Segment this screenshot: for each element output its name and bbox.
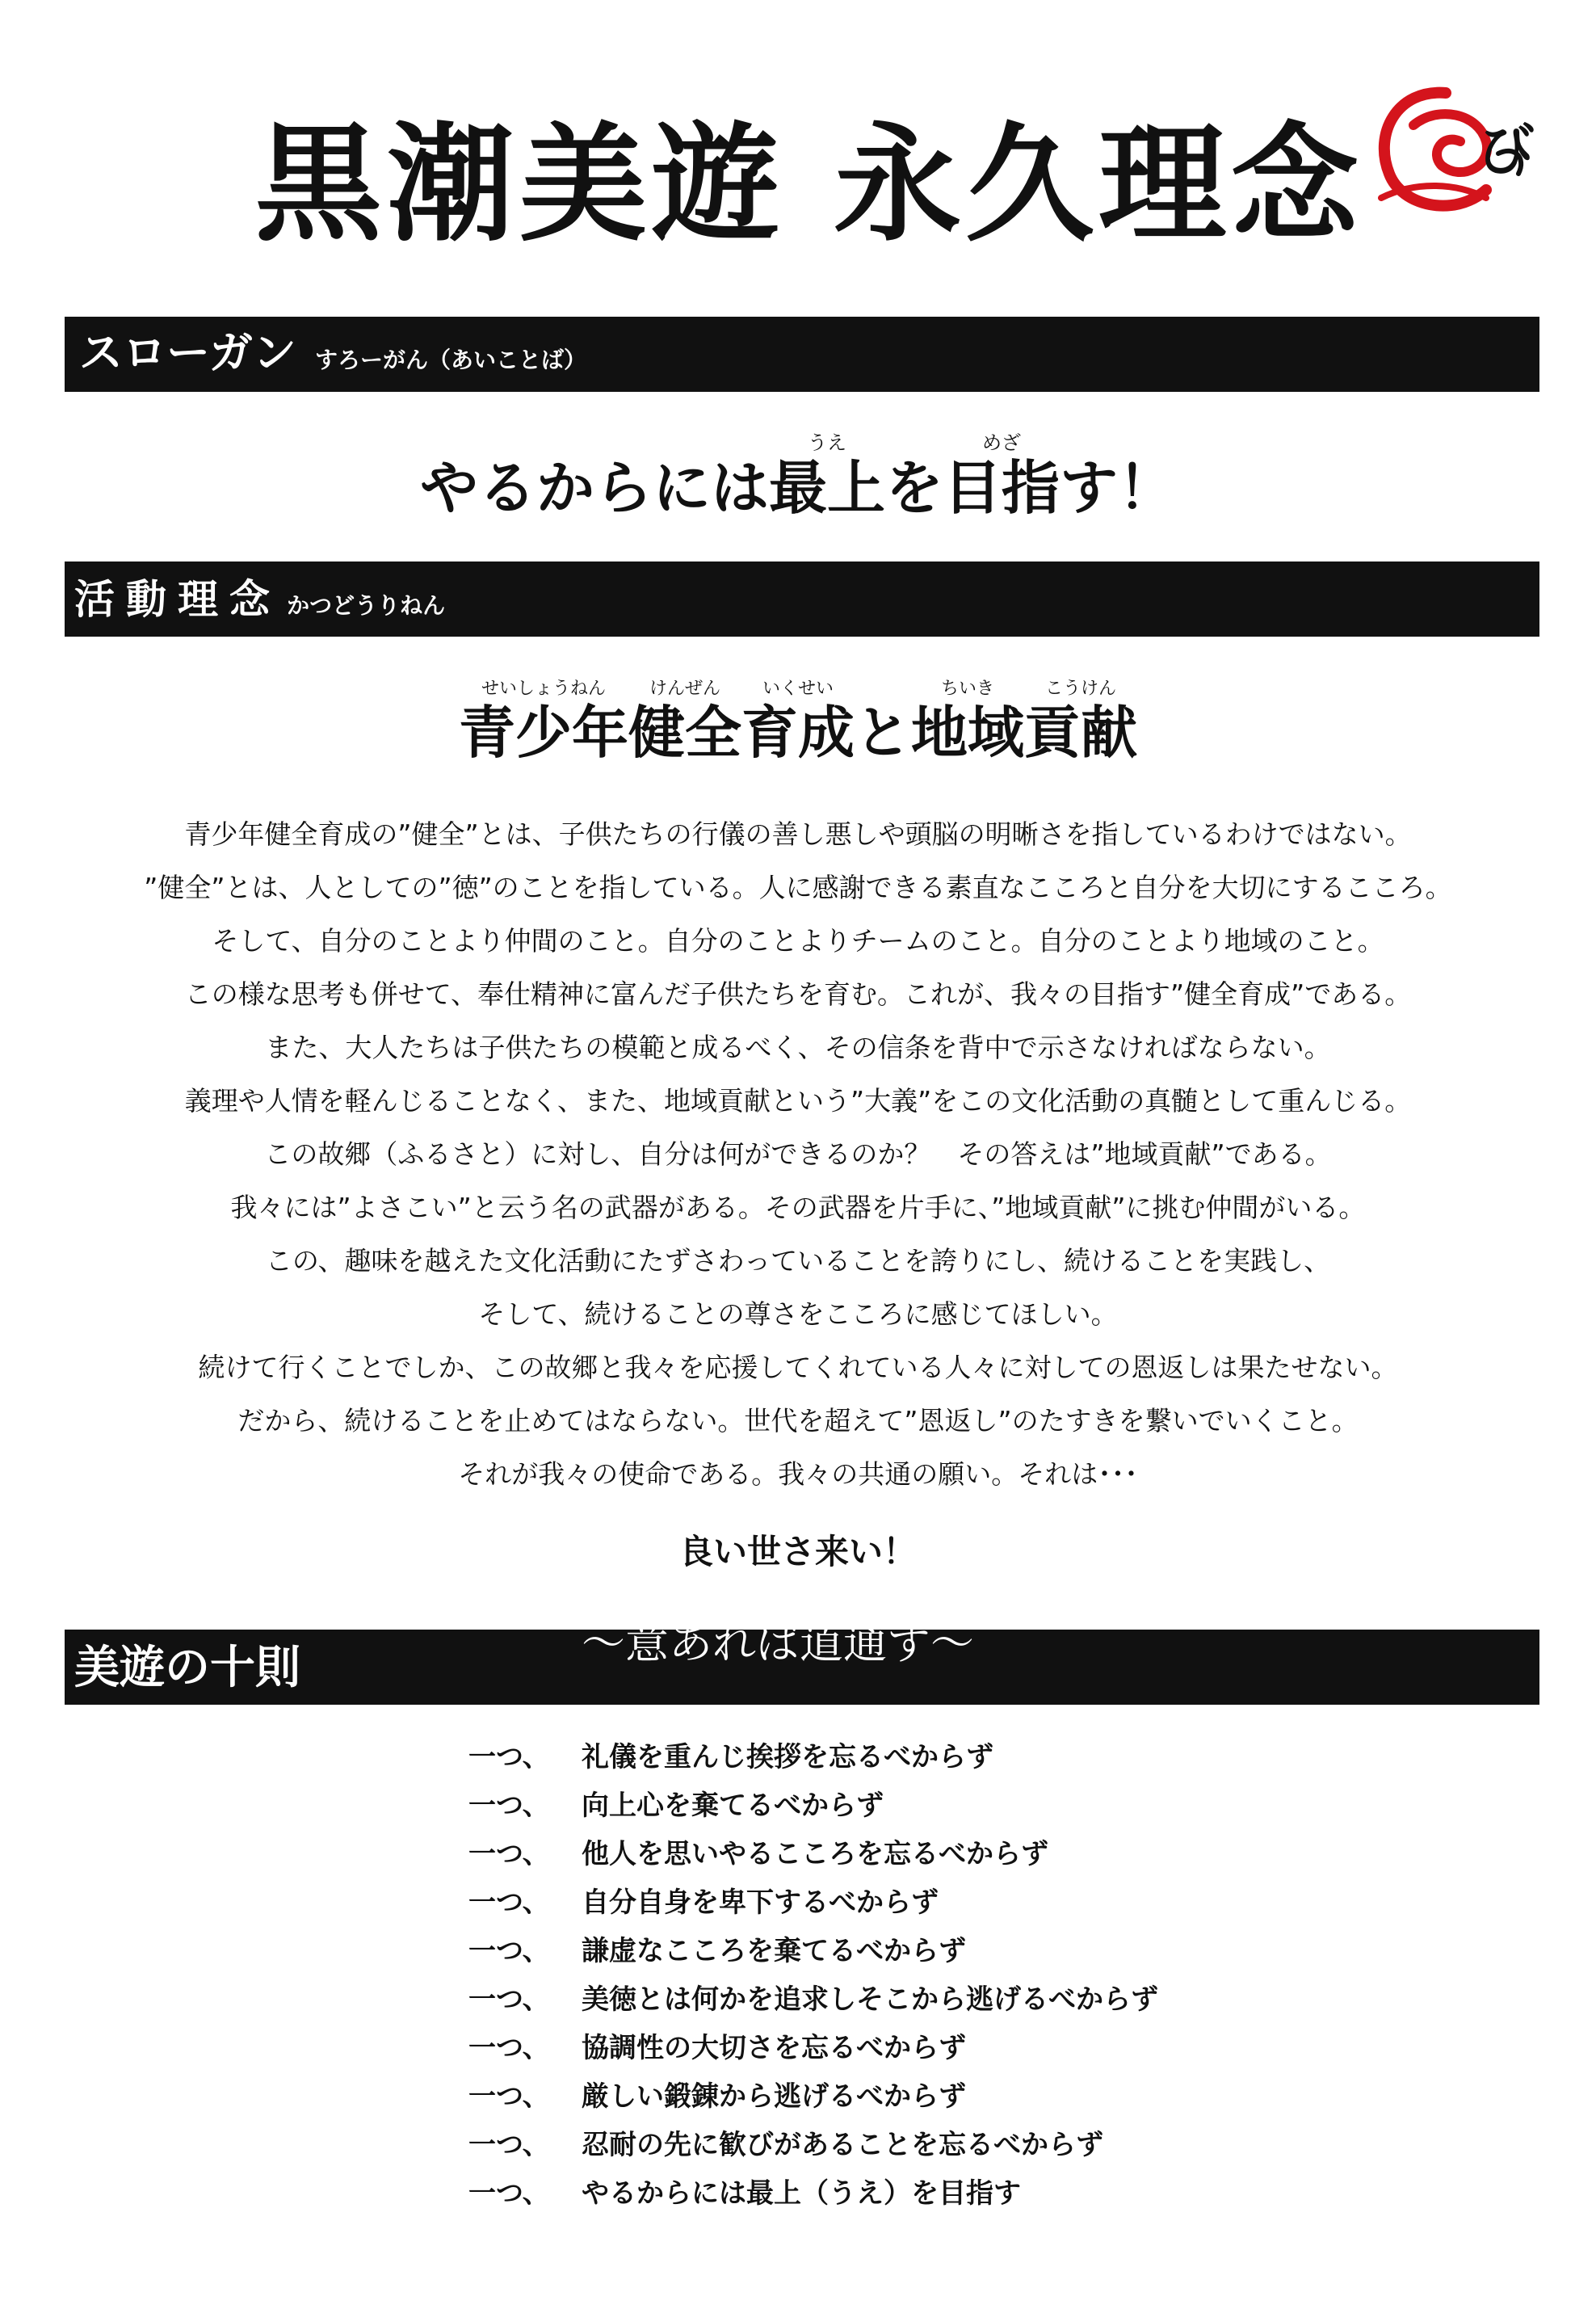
rules-heading: 美遊の十則	[74, 1642, 300, 1694]
rule-text: 忍耐の先に歓びがあることを忘るべからず	[582, 2129, 1103, 2161]
motto-word-base: 青少年	[459, 700, 628, 766]
motto-word	[741, 679, 855, 766]
rule-item	[468, 1886, 1438, 1937]
rule-item	[468, 2080, 1438, 2131]
slogan-middle: を	[884, 454, 943, 522]
body-line: この、趣味を越えた文化活動にたずさわっていることを誇りにし、続けることを実践し、	[265, 1245, 1331, 1277]
rule-prefix: 一つ、	[468, 1886, 550, 1919]
philosophy-heading-reading: かつどうりねん	[287, 592, 446, 619]
rules-subtitle-close: ず～	[887, 1617, 974, 1668]
rule-prefix: 一つ、	[468, 1790, 550, 1822]
body-line: だから、続けることを止めてはならない。世代を超えて”恩返し”のたすきを繋いでいくこと。	[237, 1405, 1359, 1436]
body-line: 青少年健全育成の”健全”とは、子供たちの行儀の善し悪しや頭脳の明晰さを指しているわけではない。	[184, 818, 1412, 850]
motto-word-reading: ちいき	[940, 679, 994, 699]
slogan-heading: スローガン	[79, 327, 296, 378]
motto-word-reading: こうけん	[1044, 679, 1116, 699]
rules-subtitle-open: ～	[582, 1617, 625, 1668]
rule-text: 他人を思いやるこころを忘るべからず	[582, 1838, 1048, 1870]
philosophy-heading: 活動理念	[74, 576, 281, 623]
body-line: それが我々の使命である。我々の共通の願い。それは･･･	[458, 1458, 1138, 1490]
rule-text: 協調性の大切さを忘るべからず	[582, 2032, 966, 2064]
rules-subtitle-ruby-base: 道通	[800, 1617, 887, 1668]
logo-mark: び	[1478, 116, 1535, 183]
rules-list	[468, 1743, 1438, 2228]
slogan-ruby-reading: めざ	[982, 431, 1021, 454]
motto-word-base: 貢献	[1024, 700, 1137, 766]
page-title: 黒潮美遊 永久理念	[254, 111, 1364, 259]
rules-subtitle-ruby	[800, 1604, 887, 1668]
motto-word-base: と	[855, 700, 911, 766]
rule-text: 自分自身を卑下するべからず	[582, 1886, 939, 1919]
slogan-ruby-base: 最上	[768, 454, 885, 522]
rule-item	[468, 2131, 1438, 2180]
rules-subtitle-ruby	[625, 1604, 669, 1668]
body-line: この様な思考も併せて、奉仕精神に富んだ子供たちを育む。これが、我々の目指す”健全育成”である。	[184, 978, 1412, 1010]
slogan-ruby-mezasu	[943, 431, 1060, 522]
rule-item	[468, 1840, 1438, 1889]
slogan-ruby-saijou	[768, 431, 885, 522]
body-line: 続けて行くことでしか、この故郷と我々を応援してくれている人々に対しての恩返しは果たせない。	[198, 1352, 1398, 1383]
rule-text: 厳しい鍛錬から逃げるべからず	[582, 2080, 966, 2113]
slogan-ruby-base: 目指	[943, 454, 1060, 522]
rule-prefix: 一つ、	[468, 2032, 550, 2064]
rule-prefix: 一つ、	[468, 1741, 550, 1773]
rules-subtitle-ruby-reading: い	[640, 1604, 654, 1621]
rule-text: やるからには最上（うえ）を目指す	[582, 2177, 1021, 2210]
rule-text: 謙虚なこころを棄てるべからず	[582, 1935, 966, 1967]
rules-subtitle-ruby-reading: みちつう	[814, 1604, 872, 1621]
motto-word-base: 健全	[628, 700, 741, 766]
rule-item	[468, 1792, 1438, 1840]
philosophy-section-bar	[65, 562, 1539, 637]
body-line: そして、自分のことより仲間のこと。自分のことよりチームのこと。自分のことより地域のこと。	[212, 925, 1384, 957]
philosophy-body	[0, 808, 1596, 1501]
rule-prefix: 一つ、	[468, 1983, 550, 2016]
rule-text: 礼儀を重んじ挨拶を忘るべからず	[582, 1741, 993, 1773]
rule-prefix: 一つ、	[468, 2129, 550, 2161]
brand-logo	[1365, 77, 1535, 238]
body-line: ”健全”とは、人としての”徳”のことを指している。人に感謝できる素直なこころと自分を大切にするこころ。	[144, 872, 1452, 903]
brand-logo-icon	[1365, 77, 1535, 238]
motto-word-reading: せいしょうねん	[481, 679, 606, 699]
motto-word	[1024, 679, 1137, 766]
slogan-ruby-reading: うえ	[807, 431, 846, 454]
body-line: 義理や人情を軽んじることなく、また、地域貢献という”大義”をこの文化活動の真髄として重んじる。	[184, 1085, 1412, 1117]
slogan-section-bar	[65, 317, 1539, 392]
rule-prefix: 一つ、	[468, 1838, 550, 1870]
rule-item	[468, 2034, 1438, 2083]
body-line: また、大人たちは子供たちの模範と成るべく、その信条を背中で示さなければならない。	[265, 1032, 1331, 1063]
motto-word-reading: けんぜん	[649, 679, 720, 699]
body-line: この故郷（ふるさと）に対し、自分は何ができるのか？ その答えは”地域貢献”である。	[264, 1138, 1332, 1170]
motto-word	[459, 679, 628, 766]
rule-item	[468, 1983, 1438, 2034]
rules-subtitle	[582, 1604, 974, 1668]
philosophy-motto	[0, 679, 1596, 766]
rule-prefix: 一つ、	[468, 2177, 550, 2210]
motto-word-base: 育成	[741, 700, 855, 766]
rule-prefix: 一つ、	[468, 1935, 550, 1967]
rules-subtitle-middle: あれば	[669, 1617, 800, 1668]
motto-word	[911, 679, 1024, 766]
rule-text: 向上心を棄てるべからず	[582, 1790, 884, 1822]
body-line: 我々には”よさこい”と云う名の武器がある。その武器を片手に、”地域貢献”に挑む仲間がいる。	[230, 1192, 1366, 1223]
rule-text: 美徳とは何かを追求しそこから逃げるべからず	[582, 1983, 1158, 2016]
body-line: そして、続けることの尊さをこころに感じてほしい。	[478, 1298, 1118, 1330]
slogan-heading-reading: すろーがん（あいことば）	[315, 347, 587, 373]
rule-prefix: 一つ、	[468, 2080, 550, 2113]
slogan	[0, 431, 1596, 522]
rule-item	[468, 2177, 1438, 2228]
rule-item	[468, 1937, 1438, 1986]
motto-word-base: 地域	[911, 700, 1024, 766]
rule-item	[468, 1743, 1438, 1792]
rules-subtitle-ruby-base: 意	[625, 1617, 669, 1668]
closing-phrase: 良い世さ来い！	[678, 1532, 917, 1571]
motto-word	[855, 700, 911, 766]
slogan-suffix: す！	[1060, 454, 1177, 522]
slogan-prefix: やるからには	[419, 454, 769, 522]
motto-word-reading: いくせい	[762, 679, 834, 699]
motto-word	[628, 679, 741, 766]
